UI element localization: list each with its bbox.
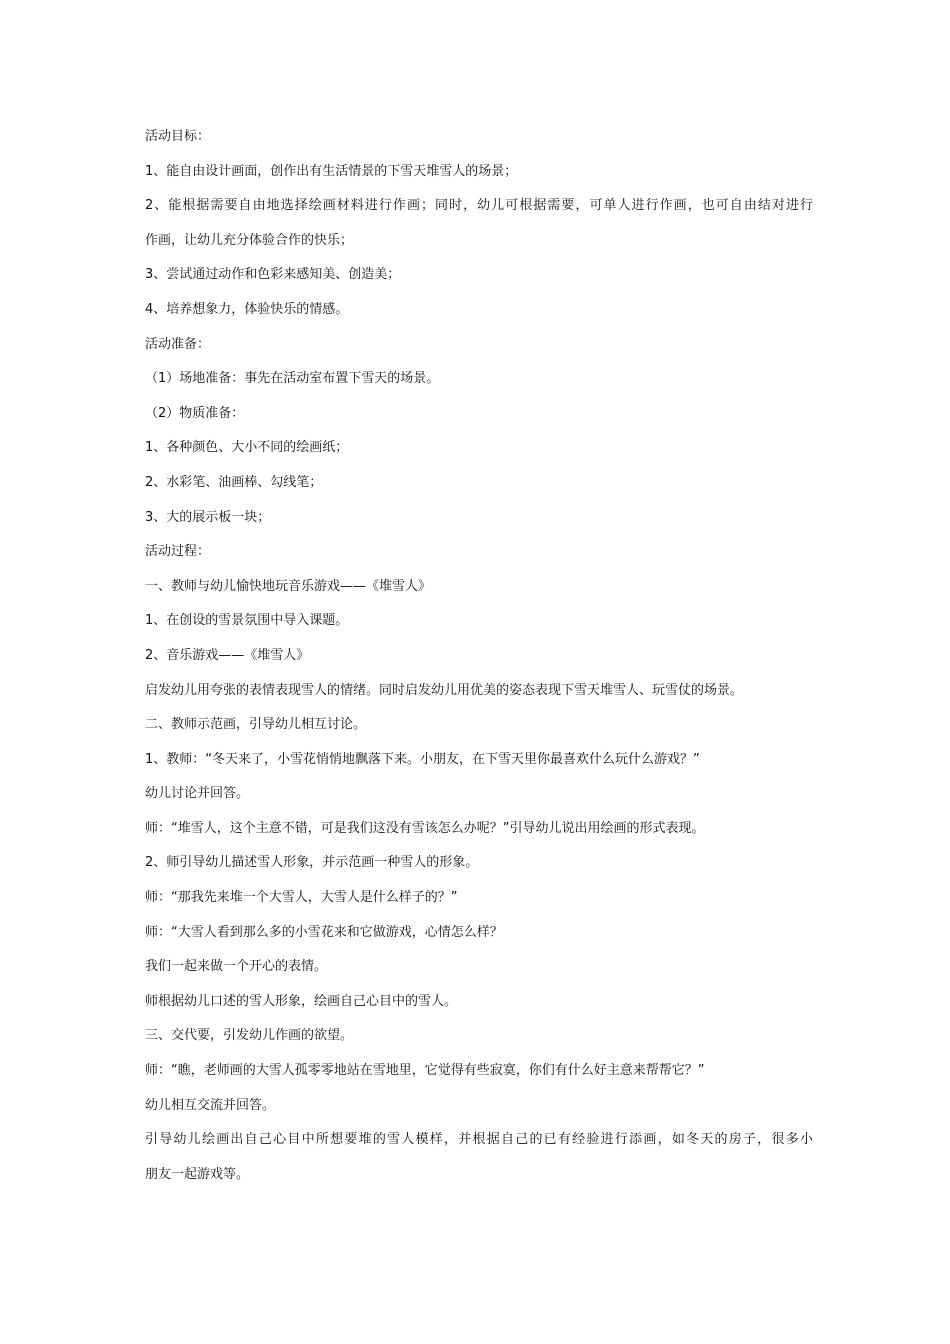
process-3-teacher-line: 师：“瞧，老师画的大雪人孤零零地站在雪地里，它觉得有些寂寞，你们有什么好主意来帮帮它？” bbox=[145, 1063, 705, 1079]
goal-item-3: 3、尝试通过动作和色彩来感知美、创造美； bbox=[145, 267, 401, 283]
goal-item-4: 4、培养想象力，体验快乐的情感。 bbox=[145, 301, 349, 317]
process-2-step-1: 1、教师：“冬天来了，小雪花悄悄地飘落下来。小朋友，在下雪天里你最喜欢什么玩什么游戏？” bbox=[145, 751, 700, 767]
process-2-teacher-draws: 师根据幼儿口述的雪人形象，绘画自己心目中的雪人。 bbox=[145, 993, 458, 1009]
prep-materials-heading: （2）物质准备： bbox=[145, 405, 245, 421]
material-item-2: 2、水彩笔、油画棒、勾线笔； bbox=[145, 474, 323, 490]
process-2-expression: 我们一起来做一个开心的表情。 bbox=[145, 959, 328, 975]
process-2-teacher-line-1: 师：“堆雪人，这个主意不错，可是我们这没有雪该怎么办呢？”引导幼儿说出用绘画的形式表现。 bbox=[145, 820, 705, 836]
material-item-1: 1、各种颜色、大小不同的绘画纸； bbox=[145, 440, 349, 456]
process-section-2: 二、教师示范画，引导幼儿相互讨论。 bbox=[145, 717, 367, 733]
process-section-3: 三、交代要，引发幼儿作画的欲望。 bbox=[145, 1028, 354, 1044]
process-1-step-1: 1、在创设的雪景氛围中导入课题。 bbox=[145, 613, 349, 629]
process-3-child-response: 幼儿相互交流并回答。 bbox=[145, 1097, 276, 1113]
process-3-guide-line-2: 朋友一起游戏等。 bbox=[145, 1166, 250, 1182]
goal-item-2-line-1: 2、能根据需要自由地选择绘画材料进行作画；同时，幼儿可根据需要，可单人进行作画，也可自由结对进行 bbox=[145, 198, 813, 214]
goal-item-1: 1、能自由设计画面，创作出有生活情景的下雪天堆雪人的场景； bbox=[145, 163, 518, 179]
process-2-teacher-line-2: 师：“那我先来堆一个大雪人，大雪人是什么样子的？” bbox=[145, 890, 458, 906]
process-2-step-2: 2、师引导幼儿描述雪人形象，并示范画一种雪人的形象。 bbox=[145, 855, 479, 871]
process-1-note: 启发幼儿用夸张的表情表现雪人的情绪。同时启发幼儿用优美的姿态表现下雪天堆雪人、玩雪仗的场景。 bbox=[145, 682, 744, 698]
heading-activity-preparation: 活动准备： bbox=[145, 336, 211, 352]
process-section-1: 一、教师与幼儿愉快地玩音乐游戏——《堆雪人》 bbox=[145, 578, 432, 594]
process-3-guide-line-1: 引导幼儿绘画出自己心目中所想要堆的雪人模样，并根据自己的已有经验进行添画，如冬天的房子，很多小 bbox=[145, 1132, 813, 1148]
prep-venue: （1）场地准备：事先在活动室布置下雪天的场景。 bbox=[145, 371, 440, 387]
heading-activity-process: 活动过程： bbox=[145, 544, 211, 560]
material-item-3: 3、大的展示板一块； bbox=[145, 509, 271, 525]
heading-activity-goals: 活动目标： bbox=[145, 129, 211, 144]
goal-item-2-line-2: 作画，让幼儿充分体验合作的快乐； bbox=[145, 232, 354, 248]
process-2-child-response-1: 幼儿讨论并回答。 bbox=[145, 786, 250, 802]
process-2-teacher-line-3: 师：“大雪人看到那么多的小雪花来和它做游戏，心情怎么样？ bbox=[145, 924, 503, 940]
process-1-step-2: 2、音乐游戏——《堆雪人》 bbox=[145, 647, 310, 663]
document-body bbox=[145, 120, 813, 1192]
